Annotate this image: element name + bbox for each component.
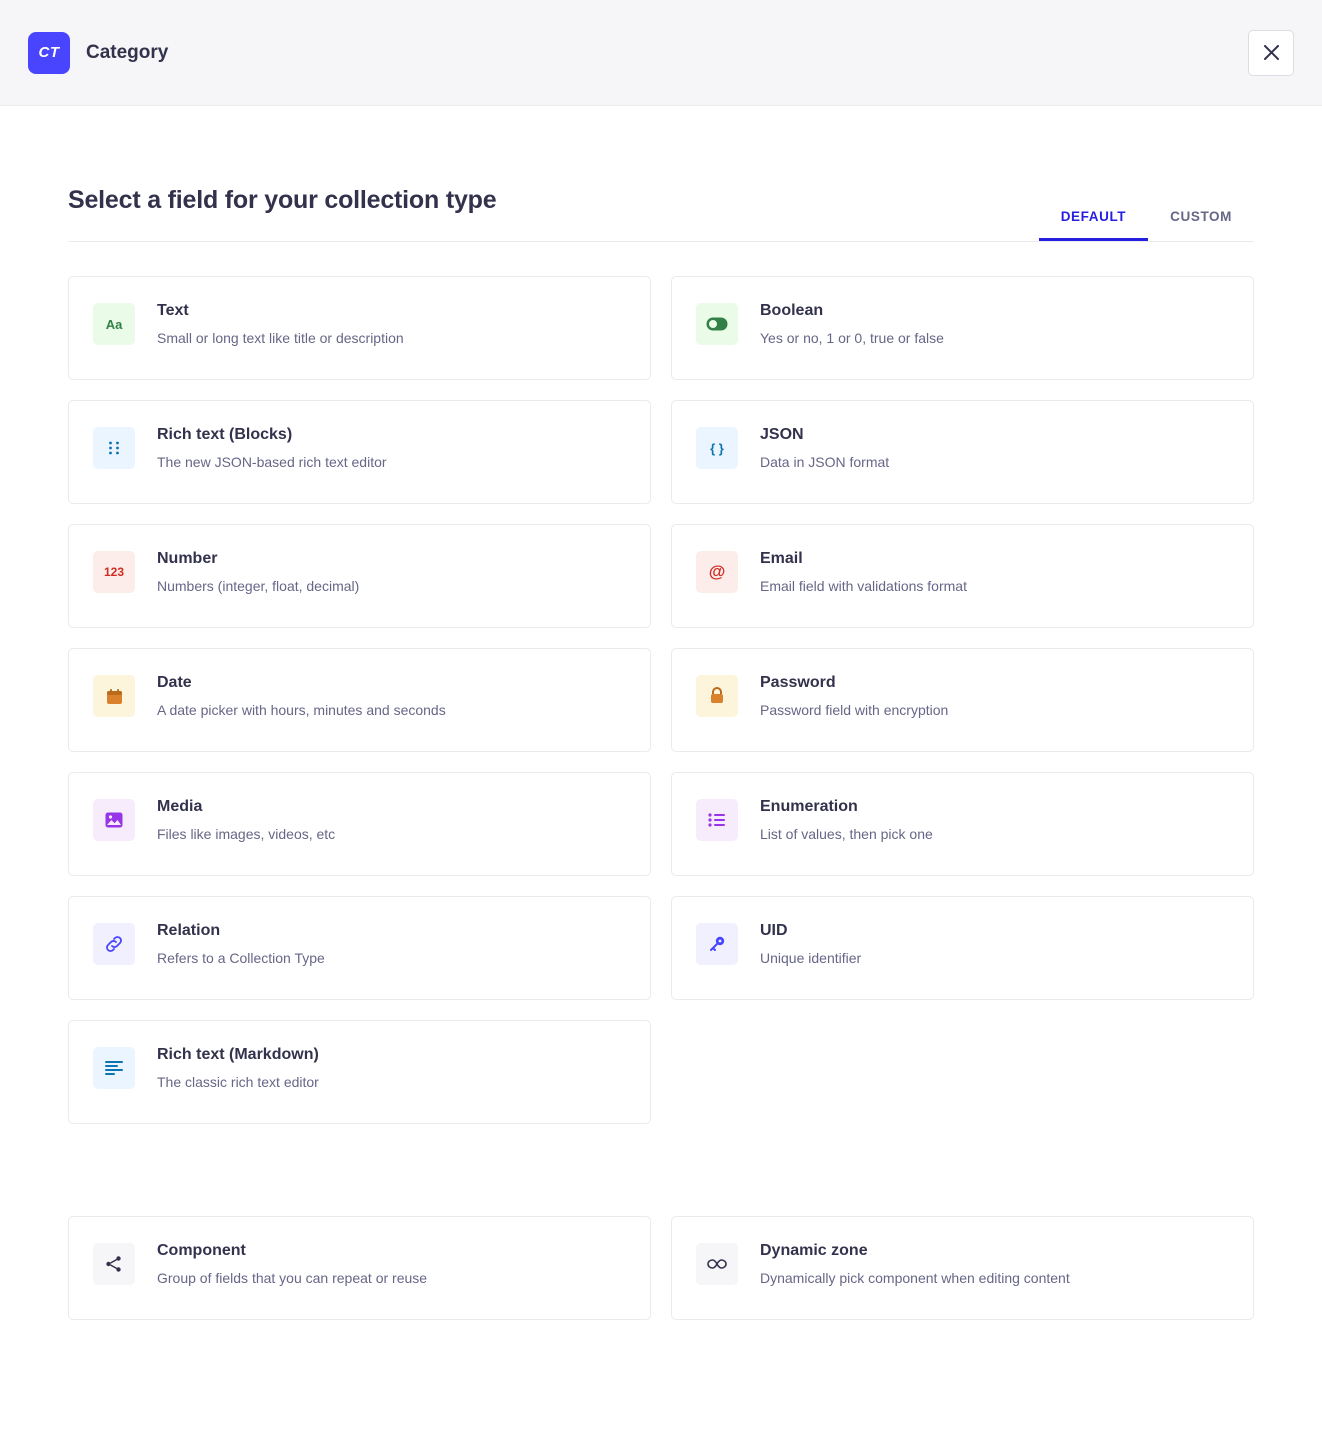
section-divider-spacer (68, 1144, 1254, 1196)
field-card-description: Numbers (integer, float, decimal) (157, 577, 360, 594)
number-123-icon: 123 (93, 551, 135, 593)
key-icon (696, 923, 738, 965)
field-card-description: Yes or no, 1 or 0, true or false (760, 329, 944, 346)
collection-type-badge: CT (28, 32, 70, 74)
close-icon (1264, 45, 1279, 60)
field-card-title: Password (760, 674, 836, 691)
infinity-icon (696, 1243, 738, 1285)
modal-header (0, 0, 1322, 106)
field-card-title: Date (157, 674, 192, 691)
field-card-description: A date picker with hours, minutes and seconds (157, 701, 446, 718)
field-card-title: Email (760, 550, 803, 567)
field-card-title: Text (157, 302, 189, 319)
field-card-number[interactable] (68, 524, 651, 628)
field-card-description: Password field with encryption (760, 701, 949, 718)
list-icon (696, 799, 738, 841)
field-card-description: Small or long text like title or description (157, 329, 404, 346)
field-card-date[interactable] (68, 648, 651, 752)
field-card-media[interactable] (68, 772, 651, 876)
tab-custom[interactable]: CUSTOM (1170, 209, 1232, 224)
field-card-description: The classic rich text editor (157, 1073, 319, 1090)
lock-icon (696, 675, 738, 717)
close-button[interactable] (1248, 30, 1294, 76)
text-aa-icon: Aa (93, 303, 135, 345)
field-card-description: Dynamically pick component when editing content (760, 1269, 1070, 1286)
field-card-title: JSON (760, 426, 804, 443)
modal-body (0, 106, 1322, 1360)
image-icon (93, 799, 135, 841)
link-icon (93, 923, 135, 965)
section-title: Select a field for your collection type (68, 186, 497, 214)
tab-list (1039, 199, 1254, 241)
field-card-description: Email field with validations format (760, 577, 967, 594)
at-sign-icon: @ (696, 551, 738, 593)
field-card-title: Component (157, 1242, 246, 1259)
field-card-json[interactable] (671, 400, 1254, 504)
field-card-boolean[interactable] (671, 276, 1254, 380)
field-card-dynamic-zone[interactable] (671, 1216, 1254, 1320)
field-card-title: Rich text (Markdown) (157, 1046, 319, 1063)
field-type-grid (68, 276, 1254, 1320)
field-card-text[interactable] (68, 276, 651, 380)
field-card-rich-text-blocks[interactable] (68, 400, 651, 504)
field-card-description: Unique identifier (760, 949, 862, 966)
field-card-title: UID (760, 922, 788, 939)
field-card-uid[interactable] (671, 896, 1254, 1000)
field-card-title: Media (157, 798, 203, 815)
field-card-rich-text-markdown[interactable] (68, 1020, 651, 1124)
field-card-description: The new JSON-based rich text editor (157, 453, 387, 470)
component-icon (93, 1243, 135, 1285)
toggle-icon (696, 303, 738, 345)
blocks-icon (93, 427, 135, 469)
field-card-title: Boolean (760, 302, 824, 319)
field-card-title: Rich text (Blocks) (157, 426, 293, 443)
brand (28, 32, 168, 74)
field-card-description: Files like images, videos, etc (157, 825, 336, 842)
field-card-relation[interactable] (68, 896, 651, 1000)
field-card-description: Refers to a Collection Type (157, 949, 325, 966)
field-card-password[interactable] (671, 648, 1254, 752)
section-header (68, 186, 1254, 242)
field-card-enumeration[interactable] (671, 772, 1254, 876)
page-title: Category (86, 41, 169, 63)
tab-default[interactable]: DEFAULT (1039, 199, 1148, 241)
field-card-title: Enumeration (760, 798, 858, 815)
field-card-title: Number (157, 550, 218, 567)
field-card-title: Relation (157, 922, 221, 939)
field-card-description: List of values, then pick one (760, 825, 933, 842)
field-card-title: Dynamic zone (760, 1242, 868, 1259)
calendar-icon (93, 675, 135, 717)
braces-icon: { } (696, 427, 738, 469)
field-card-email[interactable] (671, 524, 1254, 628)
markdown-lines-icon (93, 1047, 135, 1089)
field-card-component[interactable] (68, 1216, 651, 1320)
field-card-description: Data in JSON format (760, 453, 890, 470)
field-card-description: Group of fields that you can repeat or reuse (157, 1269, 428, 1286)
